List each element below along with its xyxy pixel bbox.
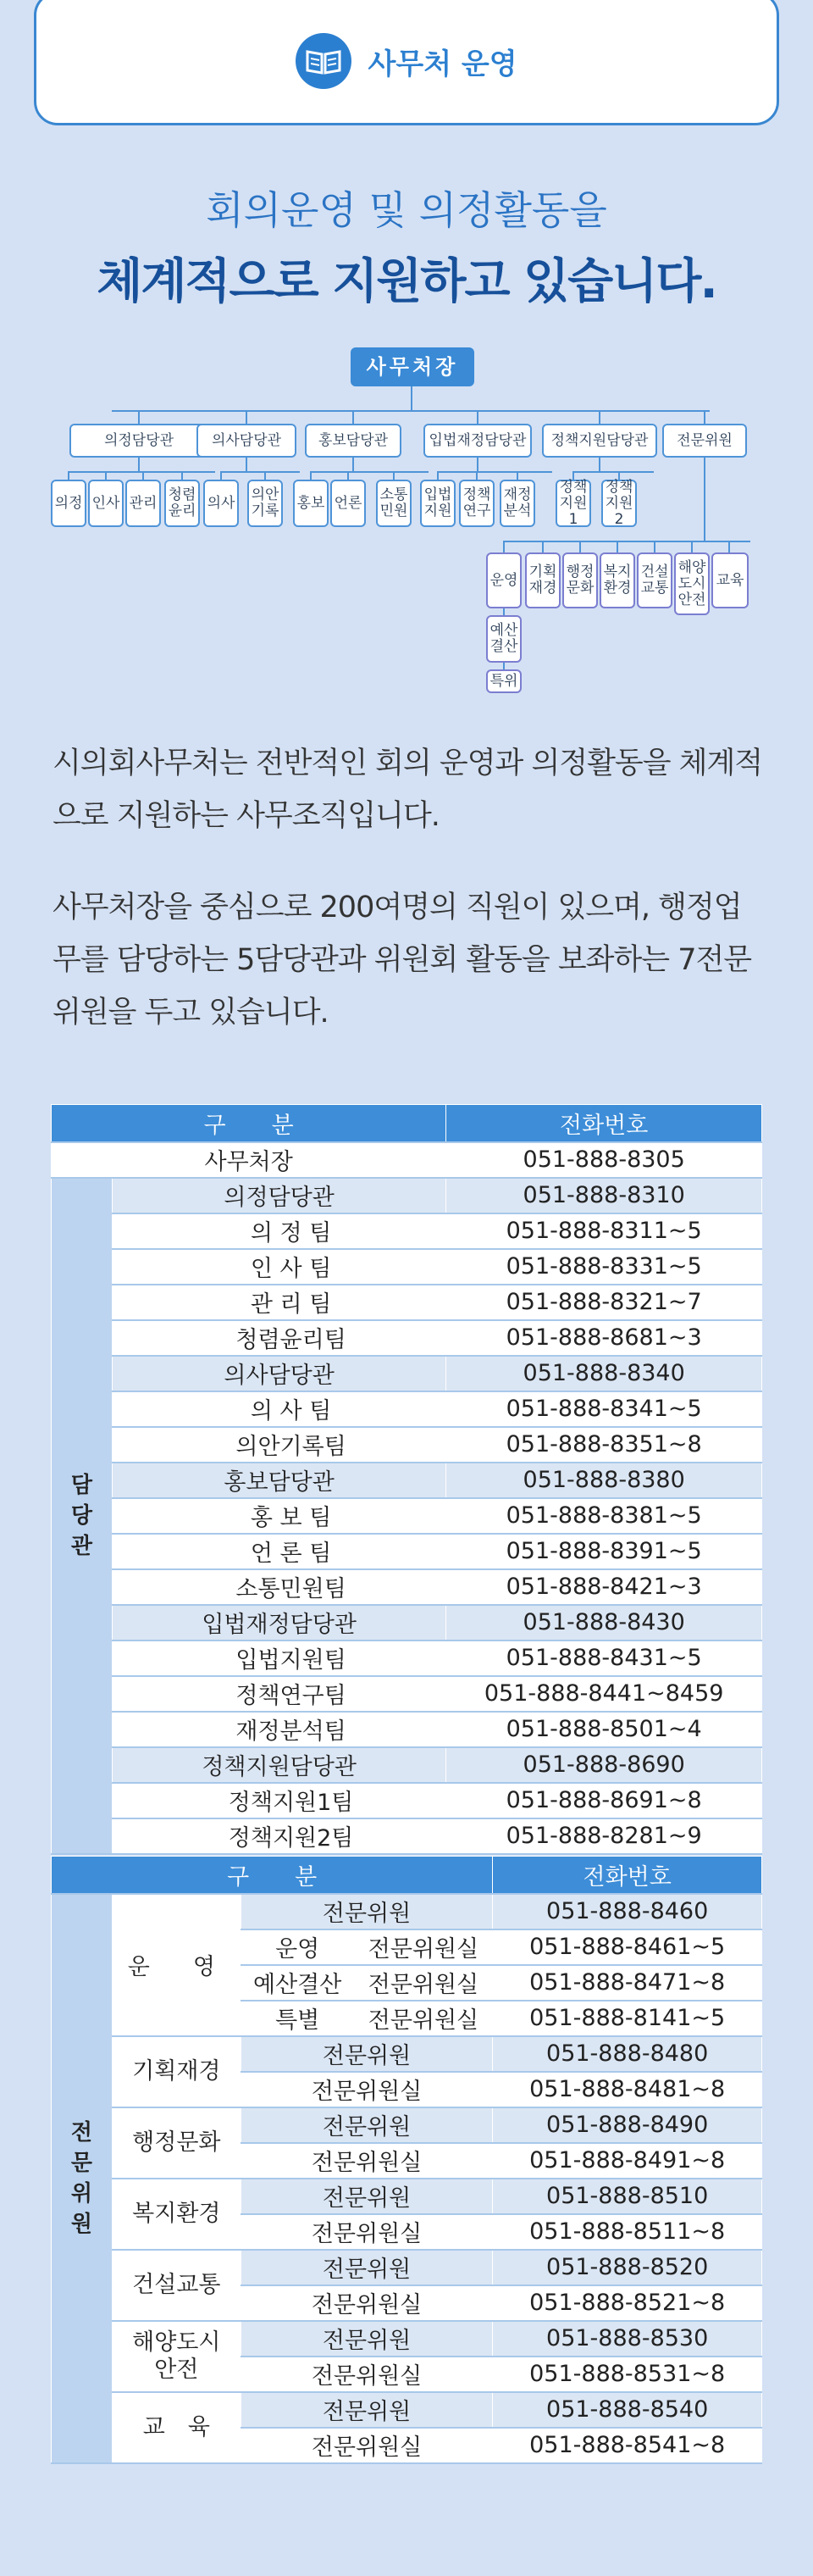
table-row: 정책연구팀 051-888-8441~8459	[52, 1676, 762, 1712]
section-title: 사무처 운영	[368, 47, 517, 81]
connector-line	[728, 541, 730, 552]
org-sub-committee: 예산 결산	[486, 615, 522, 663]
connector-line	[437, 471, 552, 473]
org-team: 정책 지원1	[556, 480, 591, 527]
slogan-line-1: 회의운영 및 의정활동을	[206, 187, 607, 233]
connector-line	[704, 458, 705, 542]
org-team: 의사	[203, 480, 239, 527]
table-row: 소통민원팀 051-888-8421~3	[52, 1569, 762, 1605]
table-row: 전 문 위 원 운 영 전문위원 051-888-8460	[52, 1894, 762, 1929]
connector-line	[654, 541, 655, 552]
table-row: 정책지원1팀 051-888-8691~8	[52, 1783, 762, 1818]
connector-line	[352, 410, 354, 424]
table-row: 복지환경 전문위원 051-888-8510	[52, 2179, 762, 2214]
table-row: 언 론 팀 051-888-8391~5	[52, 1534, 762, 1569]
connector-line	[138, 458, 140, 471]
table-row: 정책지원담당관 051-888-8690	[52, 1747, 762, 1783]
org-division: 홍보담당관	[305, 424, 401, 458]
table-row: 입법재정담당관 051-888-8430	[52, 1605, 762, 1641]
table-row: 해양도시 안전 전문위원 051-888-8530	[52, 2321, 762, 2357]
connector-line	[572, 471, 654, 473]
org-division: 의정담당관	[69, 424, 208, 458]
org-team: 인사	[88, 480, 124, 527]
connector-line	[477, 410, 478, 424]
connector-line	[704, 410, 705, 424]
department-phone-table	[51, 1104, 762, 1855]
connector-line	[691, 541, 693, 552]
connector-line	[347, 471, 349, 480]
org-committee: 복지 환경	[600, 552, 635, 608]
org-division: 입법재정담당관	[423, 424, 532, 458]
connector-line	[246, 458, 247, 471]
table-row: 입법지원팀 051-888-8431~5	[52, 1641, 762, 1676]
connector-line	[264, 471, 266, 480]
table-row: 전문위원실 051-888-8491~8	[52, 2143, 762, 2179]
org-committee: 교육	[711, 552, 749, 608]
connector-line	[68, 471, 69, 480]
description-paragraph-2: 사무처장을 중심으로 200여명의 직원이 있으며, 행정업무를 담당하는 5담당관과 위원회 활동을 보좌하는 7전문위원을 두고 있습니다.	[53, 891, 752, 1030]
connector-line	[393, 471, 395, 480]
side-label: 전 문 위 원	[52, 1894, 113, 2463]
slogan-line-2: 체계적으로 지원하고 있습니다.	[97, 254, 716, 309]
table-row: 특별 전문위원실 051-888-8141~5	[52, 2001, 762, 2036]
table-row: 전문위원실 051-888-8511~8	[52, 2214, 762, 2250]
connector-line	[579, 541, 581, 552]
table-row: 전문위원실 051-888-8531~8	[52, 2357, 762, 2392]
table-row: 전문위원실 051-888-8481~8	[52, 2072, 762, 2107]
org-committee: 건설 교통	[637, 552, 672, 608]
connector-line	[517, 471, 518, 480]
connector-line	[542, 541, 544, 552]
connector-line	[310, 471, 312, 480]
connector-line	[112, 410, 710, 412]
col-header-phone: 전화번호	[493, 1857, 762, 1894]
table-row: 재정분석팀 051-888-8501~4	[52, 1712, 762, 1747]
connector-line	[411, 386, 412, 412]
org-team: 입법 지원	[420, 480, 456, 527]
connector-line	[599, 458, 600, 471]
org-team: 정책 지원2	[601, 480, 637, 527]
org-committee: 해양 도시 안전	[674, 552, 710, 615]
connector-line	[476, 471, 478, 480]
org-division: 정책지원담당관	[542, 424, 657, 458]
org-head: 사무처장	[351, 347, 474, 386]
table-row: 의사담당관 051-888-8340	[52, 1356, 762, 1391]
org-committee: 운영	[486, 552, 522, 608]
table-row: 관 리 팀 051-888-8321~7	[52, 1285, 762, 1320]
col-header-phone: 전화번호	[446, 1105, 762, 1142]
org-division: 의사담당관	[196, 424, 296, 458]
connector-line	[68, 471, 215, 473]
table-row: 의안기록팀 051-888-8351~8	[52, 1427, 762, 1463]
table-row: 홍보담당관 051-888-8380	[52, 1463, 762, 1498]
table-row: 정책지원2팀 051-888-8281~9	[52, 1818, 762, 1854]
connector-line	[437, 471, 439, 480]
table-row: 담 당 관 의정담당관 051-888-8310	[52, 1178, 762, 1213]
org-team: 언론	[330, 480, 366, 527]
org-committee: 기획 재경	[525, 552, 561, 608]
org-chart	[0, 0, 813, 712]
table-row: 사무처장 051-888-8305	[52, 1142, 762, 1178]
col-header-category: 구 분	[52, 1857, 493, 1894]
org-team: 정책 연구	[459, 480, 495, 527]
connector-line	[246, 410, 247, 424]
table-row: 전문위원실 051-888-8541~8	[52, 2428, 762, 2463]
table-row: 인 사 팀 051-888-8331~5	[52, 1249, 762, 1285]
table-row: 기획재경 전문위원 051-888-8480	[52, 2036, 762, 2072]
table-row: 행정문화 전문위원 051-888-8490	[52, 2107, 762, 2143]
committee-phone-table	[51, 1856, 762, 2464]
table-row: 운영 전문위원실 051-888-8461~5	[52, 1929, 762, 1965]
table-row: 교 육 전문위원 051-888-8540	[52, 2392, 762, 2428]
table-row: 홍 보 팀 051-888-8381~5	[52, 1498, 762, 1534]
org-team: 의안 기록	[247, 480, 283, 527]
description-paragraph-1: 시의회사무처는 전반적인 회의 운영과 의정활동을 체계적으로 지원하는 사무조직입니다.	[53, 747, 763, 833]
org-team: 의정	[51, 480, 86, 527]
connector-line	[503, 541, 505, 552]
connector-line	[310, 471, 429, 473]
table-row: 청렴윤리팀 051-888-8681~3	[52, 1320, 762, 1356]
connector-line	[142, 471, 144, 480]
connector-line	[105, 471, 107, 480]
org-sub-committee: 특위	[486, 669, 522, 693]
org-team: 재정 분석	[500, 480, 535, 527]
org-team: 관리	[125, 480, 161, 527]
table-row: 예산결산 전문위원실 051-888-8471~8	[52, 1965, 762, 2001]
org-division: 전문위원	[662, 424, 747, 458]
connector-line	[220, 471, 300, 473]
table-row: 의 정 팀 051-888-8311~5	[52, 1213, 762, 1249]
table-row: 의 사 팀 051-888-8341~5	[52, 1391, 762, 1427]
connector-line	[352, 458, 354, 471]
connector-line	[220, 471, 222, 480]
table-row: 건설교통 전문위원 051-888-8520	[52, 2250, 762, 2285]
org-team: 홍보	[293, 480, 329, 527]
connector-line	[599, 410, 600, 424]
org-team: 소통 민원	[376, 480, 412, 527]
table-row: 전문위원실 051-888-8521~8	[52, 2285, 762, 2321]
connector-line	[138, 410, 140, 424]
connector-line	[181, 471, 183, 480]
side-label: 담 당 관	[52, 1178, 113, 1854]
org-committee: 행정 문화	[562, 552, 598, 608]
connector-line	[617, 541, 618, 552]
col-header-category: 구 분	[52, 1105, 446, 1142]
org-team: 청렴 윤리	[164, 480, 200, 527]
connector-line	[477, 458, 478, 471]
